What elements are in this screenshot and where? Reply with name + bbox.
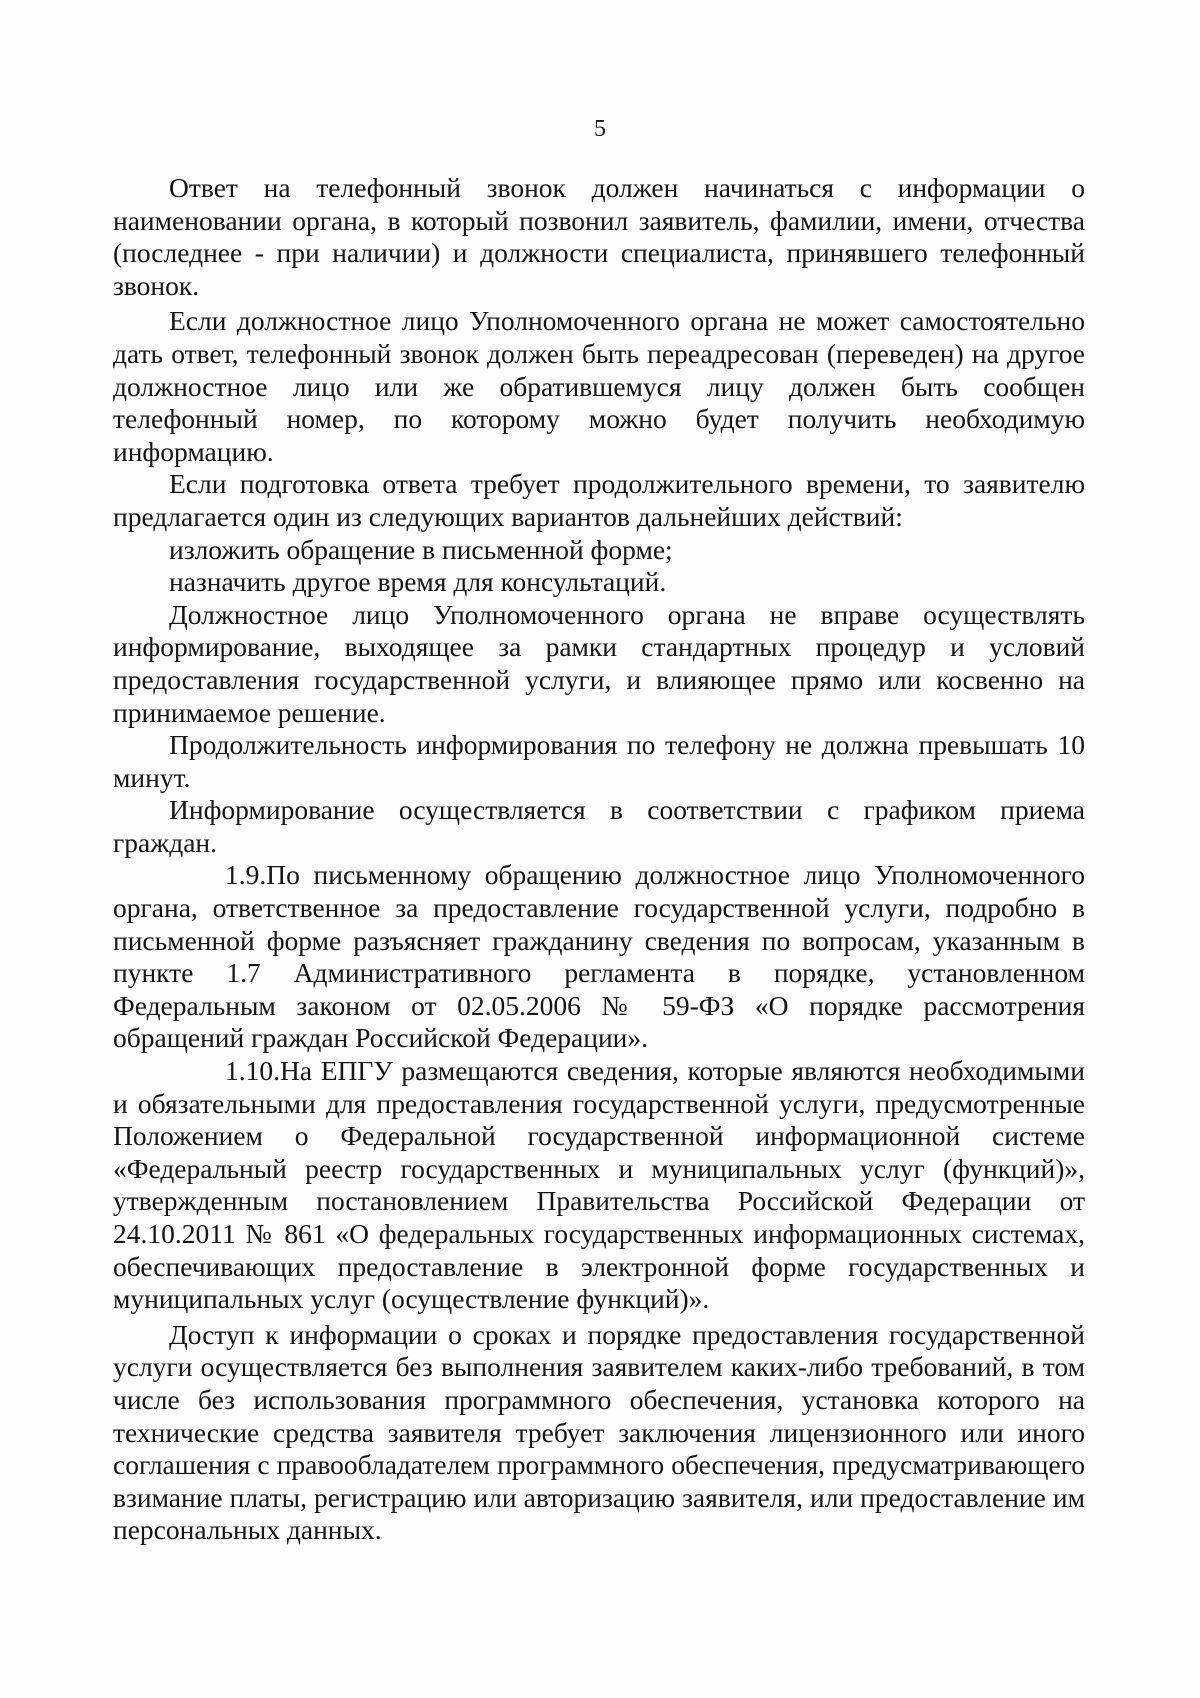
document-body [113, 172, 1085, 1547]
paragraph-duration: Продолжительность информирования по телефону не должна превышать 10 минут. [113, 729, 1085, 793]
paragraph-schedule: Информирование осуществляется в соответствии с графиком приема граждан. [113, 794, 1085, 858]
page-number: 5 [594, 116, 606, 142]
paragraph-phone-answer: Ответ на телефонный звонок должен начинаться с информации о наименовании органа, в который позвонил заявитель, фамилии, имени, отчества (последнее - при наличии) и должности специалиста, принявшего телефонный звонок. [113, 172, 1085, 301]
clause-text: По письменному обращению должностное лицо Уполномоченного органа, ответственное за предоставление государственной услуги, подробно в письменной форме разъясняет гражданину сведения по вопросам, указанным в пункте 1.7 Административного регламента в порядке, установленном Федеральным законом от 02.05.2006 № 59-ФЗ «О порядке рассмотрения обращений граждан Российской Федерации». [113, 859, 1085, 1054]
clause-number: 1.9. [225, 859, 267, 891]
paragraph-limits: Должностное лицо Уполномоченного органа не вправе осуществлять информирование, выходящее за рамки стандартных процедур и условий предоставления государственной услуги, и влияющее прямо или косвенно на принимаемое решение. [113, 598, 1085, 728]
clause-number: 1.10. [225, 1055, 280, 1087]
paragraph-long-answer: Если подготовка ответа требует продолжительного времени, то заявителю предлагается один из следующих вариантов дальнейших действий: [113, 468, 1085, 532]
paragraph-option-reschedule: назначить другое время для консультаций. [169, 566, 667, 598]
paragraph-access-info: Доступ к информации о сроках и порядке предоставления государственной услуги осуществляется без выполнения заявителем каких-либо требований, в том числе без использования программного обеспечения, установка которого на технические средства заявителя требует заключения лицензионного или иного соглашения с правообладателем программного обеспечения, предусматривающего взимание платы, регистрацию или авторизацию заявителя, или предоставление им персональных данных. [113, 1318, 1085, 1546]
paragraph-redirect-call: Если должностное лицо Уполномоченного органа не может самостоятельно дать ответ, телефонный звонок должен быть переадресован (переведен) на другое должностное лицо или же обратившемуся лицу должен быть сообщен телефонный номер, по которому можно будет получить необходимую информацию. [113, 305, 1085, 467]
clause-text: На ЕПГУ размещаются сведения, которые являются необходимыми и обязательными для предоставления государственной услуги, предусмотренные Положением о Федеральной государственной информационной системе «Федеральный реестр государственных и муниципальных услуг (функций)», утвержденным постановлением Правительства Российской Федерации от 24.10.2011 № 861 «О федеральных государственных информационных системах, обеспечивающих предоставление в электронной форме государственных и муниципальных услуг (осуществление функций)». [113, 1055, 1085, 1315]
clause-1-10 [113, 1055, 1085, 1316]
paragraph-option-written: изложить обращение в письменной форме; [169, 533, 673, 565]
clause-1-9 [113, 859, 1085, 1055]
